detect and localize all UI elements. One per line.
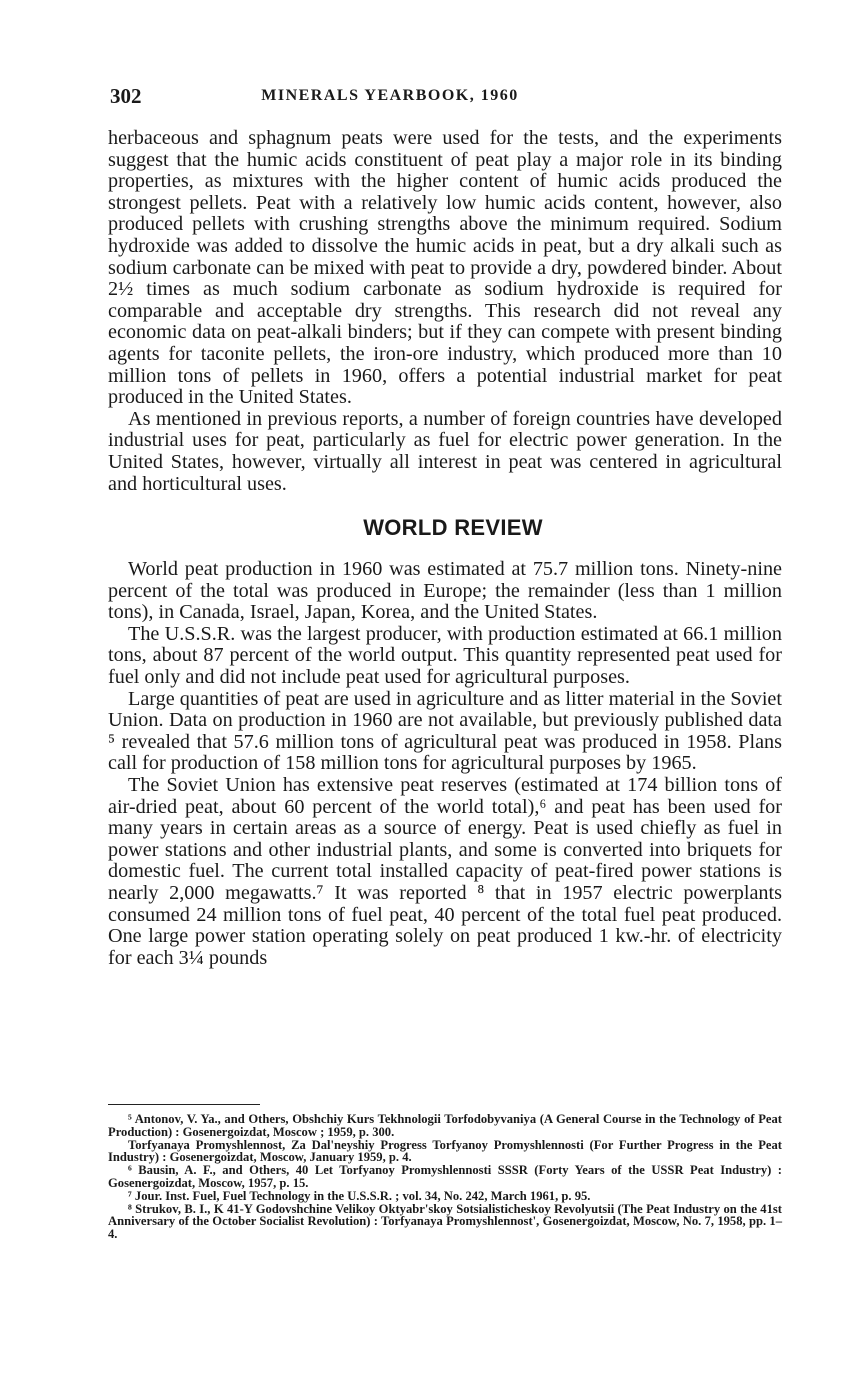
footnotes — [108, 1104, 782, 1241]
paragraph: World peat production in 1960 was estimated at 75.7 million tons. Ninety-nine percent of the total was produced in Europe; the remainder (less than 1 million tons), in Canada, Israel, Japan, Korea, and the United States. — [108, 558, 782, 624]
paragraph: herbaceous and sphagnum peats were used for the tests, and the experiments suggest that the humic acids constituent of peat play a major role in its binding properties, as mixtures with the higher content of humic acids produced the strongest pellets. Peat with a relatively low humic acids content, however, also produced pellets with crushing strengths above the minimum required. Sodium hydroxide was added to dissolve the humic acids in peat, but a dry alkali such as sodium carbonate can be mixed with peat to provide a dry, powdered binder. About 2½ times as much sodium carbonate as sodium hydroxide is required for comparable and acceptable dry strengths. This research did not reveal any economic data on peat-alkali binders; but if they can compete with present binding agents for taconite pellets, the iron-ore industry, which produced more than 10 million tons of pellets in 1960, offers a potential industrial market for peat produced in the United States. — [108, 127, 782, 409]
footnote-rule — [108, 1104, 260, 1105]
footnote: ⁸ Strukov, B. I., K 41-Y Godovshchine Velikoy Oktyabr'skoy Sotsialisticheskoy Revolyutsii (The Peat Industry on the 41st Anniversary of the October Socialist Revolution) : Torfyanaya Promyshlennost', Gosenergoizdat, Moscow, No. 7, 1958, pp. 1–4. — [108, 1201, 782, 1242]
paragraph: The Soviet Union has extensive peat reserves (estimated at 174 billion tons of air-dried peat, about 60 percent of the world total),⁶ and peat has been used for many years in certain areas as a source of energy. Peat is used chiefly as fuel in power stations and other industrial plants, and some is converted into briquets for domestic fuel. The current total installed capacity of peat-fired power stations is nearly 2,000 megawatts.⁷ It was reported ⁸ that in 1957 electric powerplants consumed 24 million tons of fuel peat, 40 percent of the total fuel peat produced. One large power station operating solely on peat produced 1 kw.-hr. of electricity for each 3¼ pounds — [108, 774, 782, 969]
article-body — [108, 128, 782, 969]
footnote: ⁵ Antonov, V. Ya., and Others, Obshchiy Kurs Tekhnologii Torfodobyvaniya (A General Course in the Technology of Peat Production) : Gosenergoizdat, Moscow ; 1959, p. 300. — [108, 1112, 782, 1139]
paragraph: Large quantities of peat are used in agriculture and as litter material in the Soviet Union. Data on production in 1960 are not available, but previously published data ⁵ revealed that 57.6 million tons of agricultural peat was produced in 1958. Plans call for production of 158 million tons for agricultural purposes by 1965. — [108, 687, 782, 775]
section-heading: WORLD REVIEW — [363, 515, 543, 541]
page-number: 302 — [110, 84, 142, 108]
footnote: ⁷ Jour. Inst. Fuel, Fuel Technology in the U.S.S.R. ; vol. 34, No. 242, March 1961, p. 95. — [128, 1188, 591, 1203]
paragraph: As mentioned in previous reports, a number of foreign countries have developed industrial uses for peat, particularly as fuel for electric power generation. In the United States, however, virtually all interest in peat was centered in agricultural and horticultural uses. — [108, 407, 782, 495]
footnote: Torfyanaya Promyshlennost, Za Dal'neyshiy Progress Torfyanoy Promyshlennosti (For Further Progress in the Peat Industry) : Gosenergoizdat, Moscow, January 1959, p. 4. — [108, 1137, 782, 1165]
paragraph: The U.S.S.R. was the largest producer, with production estimated at 66.1 million tons, about 87 percent of the world output. This quantity represented peat used for fuel only and did not include peat used for agricultural purposes. — [108, 622, 782, 689]
running-title: MINERALS YEARBOOK, 1960 — [261, 87, 519, 104]
page-header — [110, 84, 782, 112]
footnote: ⁶ Bausin, A. F., and Others, 40 Let Torfyanoy Promyshlennosti SSSR (Forty Years of the USSR Peat Industry) : Gosenergoizdat, Moscow, 1957, p. 15. — [108, 1163, 782, 1190]
